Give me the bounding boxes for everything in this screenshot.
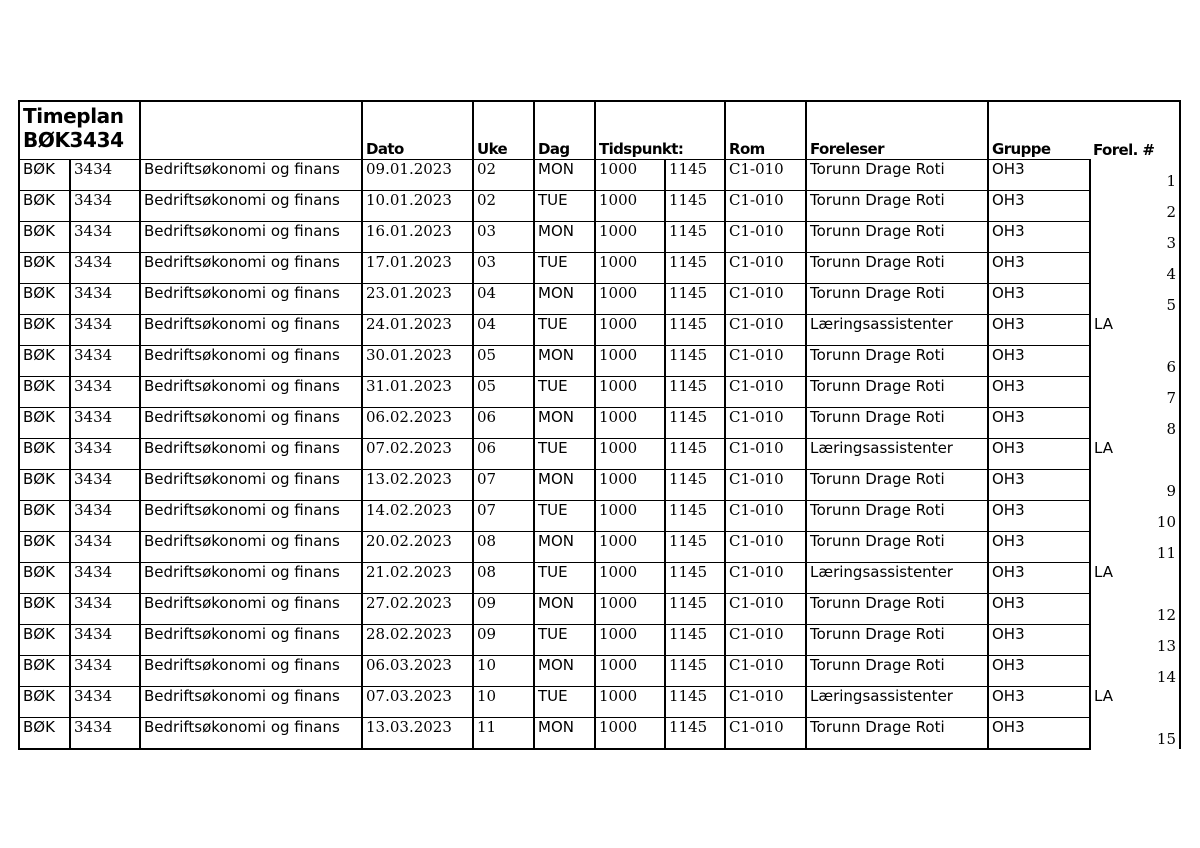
cell-lecturer: Læringsassistenter (806, 439, 988, 470)
cell-date: 30.01.2023 (362, 346, 473, 377)
cell-week: 04 (473, 284, 534, 315)
cell-week: 02 (473, 191, 534, 222)
cell-lecturer: Torunn Drage Roti (806, 253, 988, 284)
cell-prefix: BØK (19, 470, 70, 501)
cell-day: MON (534, 222, 595, 253)
cell-week: 05 (473, 377, 534, 408)
cell-day: TUE (534, 315, 595, 346)
cell-forel-nr: 7 (1090, 377, 1180, 408)
cell-day: TUE (534, 439, 595, 470)
cell-date: 17.01.2023 (362, 253, 473, 284)
table-row (19, 377, 1180, 408)
cell-code: 3434 (70, 439, 140, 470)
cell-date: 24.01.2023 (362, 315, 473, 346)
cell-lecturer: Torunn Drage Roti (806, 625, 988, 656)
cell-start: 1000 (595, 439, 665, 470)
cell-day: MON (534, 656, 595, 687)
cell-week: 06 (473, 439, 534, 470)
table-row (19, 315, 1180, 346)
cell-room: C1-010 (725, 377, 806, 408)
table-row (19, 160, 1180, 191)
cell-code: 3434 (70, 346, 140, 377)
table-row (19, 594, 1180, 625)
table-row (19, 191, 1180, 222)
cell-forel-nr: 2 (1090, 191, 1180, 222)
table-row (19, 222, 1180, 253)
cell-lecturer: Torunn Drage Roti (806, 346, 988, 377)
cell-forel-nr: 11 (1090, 532, 1180, 563)
cell-prefix: BØK (19, 718, 70, 750)
cell-group: OH3 (988, 408, 1090, 439)
cell-start: 1000 (595, 470, 665, 501)
cell-week: 10 (473, 687, 534, 718)
table-row (19, 253, 1180, 284)
cell-course: Bedriftsøkonomi og finans (140, 222, 362, 253)
header-dag: Dag (534, 101, 595, 160)
header-uke: Uke (473, 101, 534, 160)
cell-day: TUE (534, 501, 595, 532)
cell-end: 1145 (665, 563, 725, 594)
cell-course: Bedriftsøkonomi og finans (140, 563, 362, 594)
cell-end: 1145 (665, 594, 725, 625)
cell-lecturer: Torunn Drage Roti (806, 160, 988, 191)
cell-room: C1-010 (725, 501, 806, 532)
cell-prefix: BØK (19, 315, 70, 346)
cell-forel-nr: 3 (1090, 222, 1180, 253)
cell-start: 1000 (595, 594, 665, 625)
cell-course: Bedriftsøkonomi og finans (140, 315, 362, 346)
cell-room: C1-010 (725, 346, 806, 377)
table-row (19, 346, 1180, 377)
cell-room: C1-010 (725, 253, 806, 284)
header-row (19, 101, 1180, 160)
cell-week: 03 (473, 222, 534, 253)
cell-room: C1-010 (725, 315, 806, 346)
cell-end: 1145 (665, 718, 725, 750)
cell-day: TUE (534, 191, 595, 222)
cell-code: 3434 (70, 594, 140, 625)
cell-code: 3434 (70, 222, 140, 253)
cell-week: 08 (473, 563, 534, 594)
cell-start: 1000 (595, 346, 665, 377)
cell-group: OH3 (988, 718, 1090, 750)
cell-end: 1145 (665, 222, 725, 253)
cell-day: MON (534, 470, 595, 501)
cell-week: 04 (473, 315, 534, 346)
cell-room: C1-010 (725, 687, 806, 718)
cell-lecturer: Torunn Drage Roti (806, 191, 988, 222)
cell-date: 31.01.2023 (362, 377, 473, 408)
header-gruppe: Gruppe (988, 101, 1090, 160)
cell-course: Bedriftsøkonomi og finans (140, 625, 362, 656)
cell-forel-nr: 12 (1090, 594, 1180, 625)
table-row (19, 284, 1180, 315)
cell-prefix: BØK (19, 532, 70, 563)
cell-start: 1000 (595, 191, 665, 222)
cell-forel-nr: 1 (1090, 160, 1180, 191)
cell-lecturer: Torunn Drage Roti (806, 470, 988, 501)
cell-start: 1000 (595, 408, 665, 439)
cell-date: 06.03.2023 (362, 656, 473, 687)
cell-room: C1-010 (725, 532, 806, 563)
cell-start: 1000 (595, 687, 665, 718)
cell-forel-nr: LA (1090, 687, 1180, 718)
cell-date: 13.02.2023 (362, 470, 473, 501)
cell-code: 3434 (70, 718, 140, 750)
cell-start: 1000 (595, 160, 665, 191)
cell-code: 3434 (70, 191, 140, 222)
cell-lecturer: Torunn Drage Roti (806, 377, 988, 408)
cell-room: C1-010 (725, 656, 806, 687)
cell-date: 06.02.2023 (362, 408, 473, 439)
cell-day: TUE (534, 563, 595, 594)
cell-week: 07 (473, 470, 534, 501)
cell-week: 08 (473, 532, 534, 563)
cell-date: 28.02.2023 (362, 625, 473, 656)
cell-end: 1145 (665, 439, 725, 470)
page-title: Timeplan BØK3434 (19, 101, 140, 160)
cell-day: MON (534, 284, 595, 315)
cell-group: OH3 (988, 594, 1090, 625)
cell-date: 27.02.2023 (362, 594, 473, 625)
cell-forel-nr: 5 (1090, 284, 1180, 315)
cell-group: OH3 (988, 470, 1090, 501)
cell-forel-nr: 8 (1090, 408, 1180, 439)
cell-group: OH3 (988, 284, 1090, 315)
table-row (19, 625, 1180, 656)
table-row (19, 501, 1180, 532)
cell-group: OH3 (988, 625, 1090, 656)
cell-course: Bedriftsøkonomi og finans (140, 191, 362, 222)
cell-week: 09 (473, 625, 534, 656)
cell-start: 1000 (595, 284, 665, 315)
cell-group: OH3 (988, 501, 1090, 532)
cell-end: 1145 (665, 625, 725, 656)
cell-group: OH3 (988, 687, 1090, 718)
cell-forel-nr: LA (1090, 563, 1180, 594)
cell-code: 3434 (70, 501, 140, 532)
cell-course: Bedriftsøkonomi og finans (140, 439, 362, 470)
cell-course: Bedriftsøkonomi og finans (140, 377, 362, 408)
cell-prefix: BØK (19, 284, 70, 315)
cell-prefix: BØK (19, 439, 70, 470)
cell-end: 1145 (665, 346, 725, 377)
cell-group: OH3 (988, 315, 1090, 346)
cell-prefix: BØK (19, 191, 70, 222)
cell-group: OH3 (988, 222, 1090, 253)
cell-day: TUE (534, 377, 595, 408)
cell-start: 1000 (595, 377, 665, 408)
cell-date: 07.02.2023 (362, 439, 473, 470)
cell-date: 09.01.2023 (362, 160, 473, 191)
cell-prefix: BØK (19, 656, 70, 687)
cell-forel-nr: 10 (1090, 501, 1180, 532)
cell-course: Bedriftsøkonomi og finans (140, 253, 362, 284)
cell-start: 1000 (595, 501, 665, 532)
cell-prefix: BØK (19, 501, 70, 532)
cell-end: 1145 (665, 687, 725, 718)
cell-code: 3434 (70, 377, 140, 408)
cell-end: 1145 (665, 656, 725, 687)
cell-start: 1000 (595, 718, 665, 750)
cell-prefix: BØK (19, 160, 70, 191)
cell-group: OH3 (988, 191, 1090, 222)
cell-group: OH3 (988, 532, 1090, 563)
cell-week: 02 (473, 160, 534, 191)
cell-room: C1-010 (725, 563, 806, 594)
cell-start: 1000 (595, 315, 665, 346)
cell-day: MON (534, 594, 595, 625)
header-rom: Rom (725, 101, 806, 160)
cell-room: C1-010 (725, 439, 806, 470)
cell-day: MON (534, 532, 595, 563)
cell-date: 23.01.2023 (362, 284, 473, 315)
cell-prefix: BØK (19, 594, 70, 625)
cell-lecturer: Torunn Drage Roti (806, 656, 988, 687)
cell-lecturer: Læringsassistenter (806, 315, 988, 346)
cell-group: OH3 (988, 253, 1090, 284)
header-forel-nr: Forel. # (1090, 101, 1180, 160)
cell-end: 1145 (665, 377, 725, 408)
cell-week: 09 (473, 594, 534, 625)
cell-week: 03 (473, 253, 534, 284)
cell-day: TUE (534, 253, 595, 284)
cell-lecturer: Torunn Drage Roti (806, 222, 988, 253)
cell-end: 1145 (665, 470, 725, 501)
table-row (19, 656, 1180, 687)
cell-room: C1-010 (725, 718, 806, 750)
cell-course: Bedriftsøkonomi og finans (140, 532, 362, 563)
timetable (18, 100, 1181, 750)
cell-room: C1-010 (725, 222, 806, 253)
cell-prefix: BØK (19, 625, 70, 656)
header-foreleser: Foreleser (806, 101, 988, 160)
cell-date: 07.03.2023 (362, 687, 473, 718)
cell-course: Bedriftsøkonomi og finans (140, 718, 362, 750)
cell-room: C1-010 (725, 594, 806, 625)
cell-code: 3434 (70, 253, 140, 284)
cell-course: Bedriftsøkonomi og finans (140, 284, 362, 315)
cell-group: OH3 (988, 346, 1090, 377)
cell-code: 3434 (70, 625, 140, 656)
cell-week: 10 (473, 656, 534, 687)
cell-code: 3434 (70, 563, 140, 594)
cell-group: OH3 (988, 160, 1090, 191)
cell-course: Bedriftsøkonomi og finans (140, 470, 362, 501)
cell-room: C1-010 (725, 408, 806, 439)
cell-forel-nr: 9 (1090, 470, 1180, 501)
cell-prefix: BØK (19, 377, 70, 408)
cell-start: 1000 (595, 563, 665, 594)
cell-end: 1145 (665, 408, 725, 439)
cell-code: 3434 (70, 656, 140, 687)
cell-start: 1000 (595, 222, 665, 253)
cell-lecturer: Læringsassistenter (806, 687, 988, 718)
cell-code: 3434 (70, 284, 140, 315)
cell-lecturer: Torunn Drage Roti (806, 594, 988, 625)
cell-prefix: BØK (19, 346, 70, 377)
cell-forel-nr: LA (1090, 315, 1180, 346)
cell-course: Bedriftsøkonomi og finans (140, 346, 362, 377)
cell-group: OH3 (988, 563, 1090, 594)
cell-course: Bedriftsøkonomi og finans (140, 594, 362, 625)
cell-prefix: BØK (19, 563, 70, 594)
cell-lecturer: Torunn Drage Roti (806, 408, 988, 439)
table-row (19, 718, 1180, 750)
cell-end: 1145 (665, 284, 725, 315)
cell-forel-nr: 15 (1090, 718, 1180, 750)
cell-code: 3434 (70, 315, 140, 346)
cell-day: TUE (534, 625, 595, 656)
cell-room: C1-010 (725, 625, 806, 656)
cell-group: OH3 (988, 377, 1090, 408)
table-row (19, 532, 1180, 563)
cell-start: 1000 (595, 656, 665, 687)
cell-start: 1000 (595, 253, 665, 284)
cell-lecturer: Torunn Drage Roti (806, 718, 988, 750)
cell-forel-nr: 4 (1090, 253, 1180, 284)
cell-end: 1145 (665, 160, 725, 191)
cell-day: MON (534, 408, 595, 439)
cell-code: 3434 (70, 160, 140, 191)
header-blank (140, 101, 362, 160)
cell-date: 10.01.2023 (362, 191, 473, 222)
cell-lecturer: Torunn Drage Roti (806, 501, 988, 532)
cell-day: MON (534, 718, 595, 750)
cell-prefix: BØK (19, 222, 70, 253)
cell-prefix: BØK (19, 253, 70, 284)
cell-day: MON (534, 160, 595, 191)
cell-course: Bedriftsøkonomi og finans (140, 408, 362, 439)
cell-lecturer: Torunn Drage Roti (806, 284, 988, 315)
cell-date: 13.03.2023 (362, 718, 473, 750)
cell-lecturer: Torunn Drage Roti (806, 532, 988, 563)
header-tidspunkt: Tidspunkt: (595, 101, 725, 160)
cell-lecturer: Læringsassistenter (806, 563, 988, 594)
cell-forel-nr: 6 (1090, 346, 1180, 377)
cell-course: Bedriftsøkonomi og finans (140, 501, 362, 532)
table-row (19, 470, 1180, 501)
cell-end: 1145 (665, 315, 725, 346)
cell-week: 11 (473, 718, 534, 750)
cell-date: 21.02.2023 (362, 563, 473, 594)
header-dato: Dato (362, 101, 473, 160)
cell-day: MON (534, 346, 595, 377)
cell-code: 3434 (70, 470, 140, 501)
cell-week: 07 (473, 501, 534, 532)
cell-group: OH3 (988, 439, 1090, 470)
cell-room: C1-010 (725, 470, 806, 501)
cell-day: TUE (534, 687, 595, 718)
cell-end: 1145 (665, 501, 725, 532)
cell-start: 1000 (595, 532, 665, 563)
cell-course: Bedriftsøkonomi og finans (140, 160, 362, 191)
cell-week: 05 (473, 346, 534, 377)
cell-date: 16.01.2023 (362, 222, 473, 253)
table-row (19, 408, 1180, 439)
table-row (19, 439, 1180, 470)
cell-end: 1145 (665, 532, 725, 563)
table-row (19, 563, 1180, 594)
cell-prefix: BØK (19, 687, 70, 718)
cell-course: Bedriftsøkonomi og finans (140, 687, 362, 718)
table-row (19, 687, 1180, 718)
cell-course: Bedriftsøkonomi og finans (140, 656, 362, 687)
cell-end: 1145 (665, 191, 725, 222)
cell-forel-nr: 14 (1090, 656, 1180, 687)
cell-week: 06 (473, 408, 534, 439)
cell-group: OH3 (988, 656, 1090, 687)
cell-room: C1-010 (725, 284, 806, 315)
cell-forel-nr: LA (1090, 439, 1180, 470)
cell-forel-nr: 13 (1090, 625, 1180, 656)
cell-prefix: BØK (19, 408, 70, 439)
cell-code: 3434 (70, 687, 140, 718)
cell-start: 1000 (595, 625, 665, 656)
cell-code: 3434 (70, 408, 140, 439)
cell-end: 1145 (665, 253, 725, 284)
cell-date: 20.02.2023 (362, 532, 473, 563)
cell-room: C1-010 (725, 160, 806, 191)
cell-room: C1-010 (725, 191, 806, 222)
cell-date: 14.02.2023 (362, 501, 473, 532)
cell-code: 3434 (70, 532, 140, 563)
